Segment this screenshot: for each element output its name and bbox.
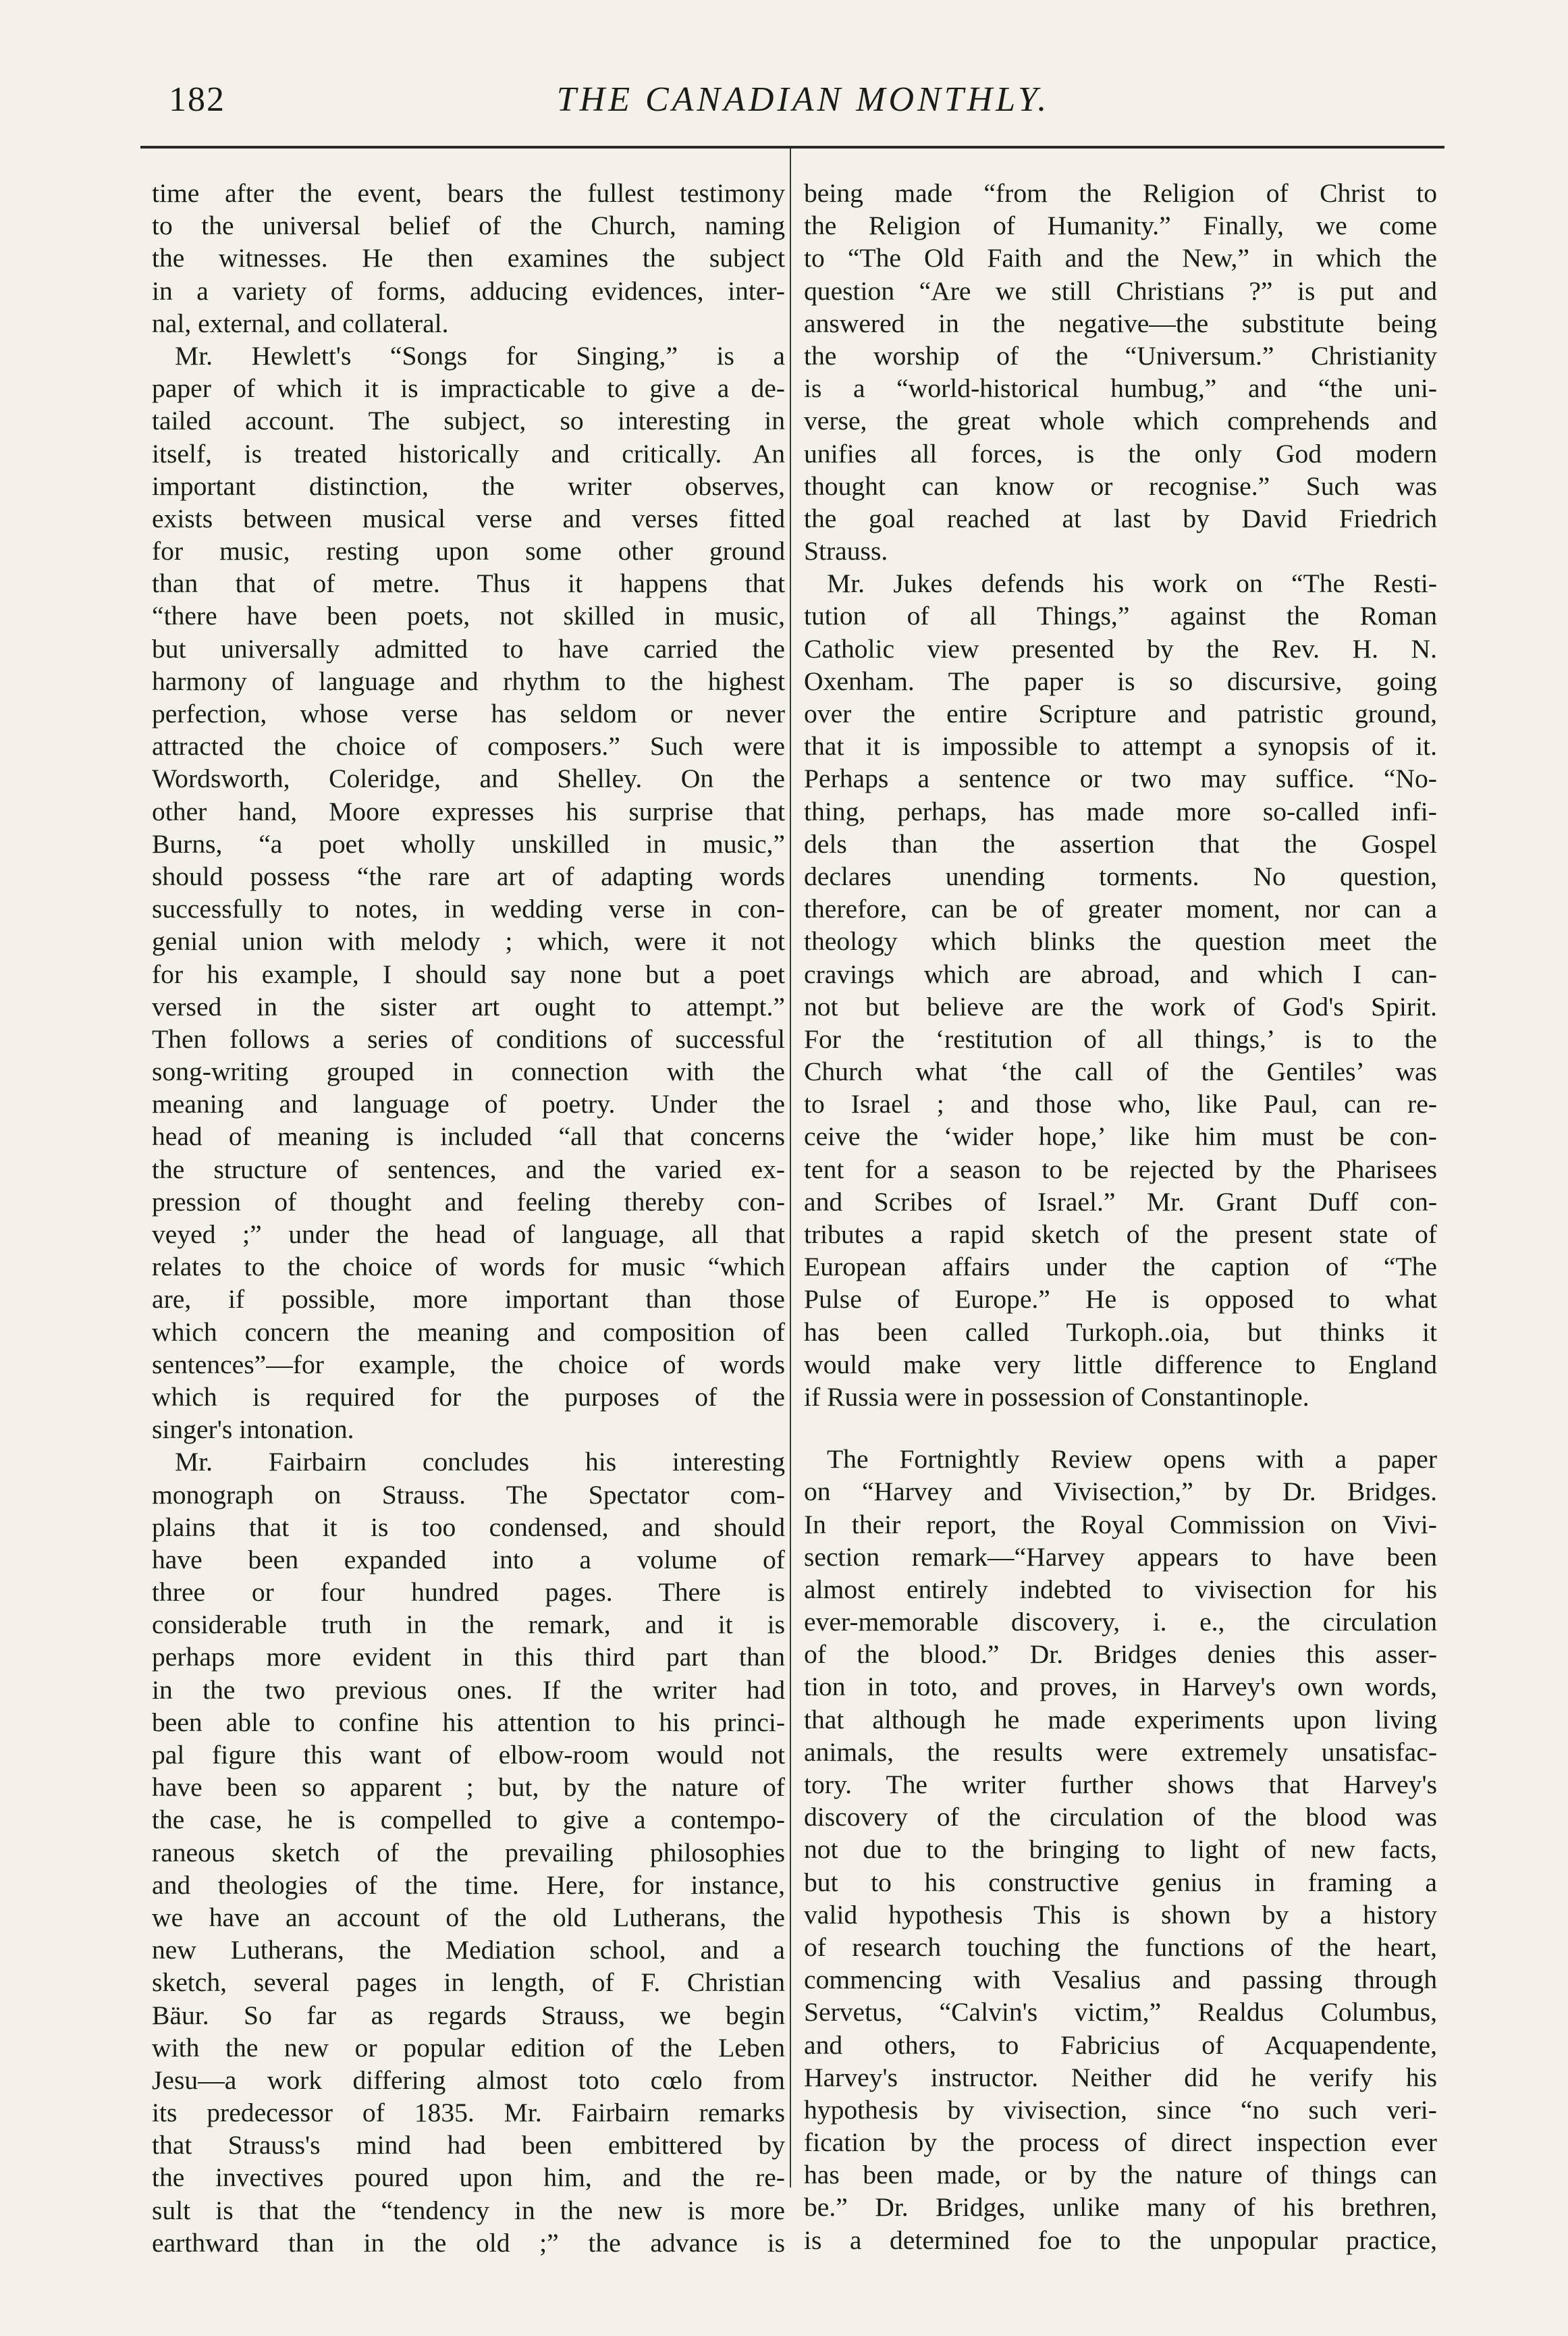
text-line: versed in the sister art ought to attempt.”	[152, 991, 785, 1021]
text-line: tributes a rapid sketch of the present state of	[804, 1219, 1437, 1249]
text-line: on “Harvey and Vivisection,” by Dr. Bridges.	[804, 1477, 1437, 1507]
column-divider	[790, 149, 791, 2187]
text-line: important distinction, the writer observes,	[152, 471, 785, 501]
text-line: the goal reached at last by David Friedrich	[804, 503, 1437, 533]
text-line: in the two previous ones. If the writer had	[152, 1674, 785, 1705]
text-line: sult is that the “tendency in the new is more	[152, 2195, 785, 2225]
text-line: attracted the choice of composers.” Such were	[152, 731, 785, 762]
text-line: the Religion of Humanity.” Finally, we come	[804, 211, 1437, 241]
text-line: be.” Dr. Bridges, unlike many of his brethren,	[804, 2192, 1437, 2223]
text-line: ever-memorable discovery, i. e., the circulation	[804, 1607, 1437, 1637]
text-line: Catholic view presented by the Rev. H. N.	[804, 633, 1437, 664]
text-line: Burns, “a poet wholly unskilled in music,”	[152, 828, 785, 859]
text-line	[804, 1413, 1437, 1443]
text-line: veyed ;” under the head of language, all that	[152, 1219, 785, 1249]
text-line: Church what ‘the call of the Gentiles’ was	[804, 1057, 1437, 1087]
text-line: new Lutherans, the Mediation school, and a	[152, 1935, 785, 1965]
text-line: tion in toto, and proves, in Harvey's own words,	[804, 1672, 1437, 1702]
text-line: and theologies of the time. Here, for instance,	[152, 1869, 785, 1900]
text-line: we have an account of the old Lutherans, the	[152, 1902, 785, 1932]
text-line: for music, resting upon some other ground	[152, 536, 785, 566]
text-line: in a variety of forms, adducing evidences, inter-	[152, 275, 785, 306]
text-line: singer's intonation.	[152, 1414, 354, 1445]
text-line: hypothesis by vivisection, since “no such veri-	[804, 2094, 1437, 2125]
text-line: been able to confine his attention to his princi-	[152, 1707, 785, 1737]
text-line: Harvey's instructor. Neither did he verify his	[804, 2062, 1437, 2092]
text-line: Jesu—a work differing almost toto cœlo from	[152, 2065, 785, 2095]
text-line: the worship of the “Universum.” Christianity	[804, 340, 1437, 371]
page-number: 182	[169, 80, 225, 119]
text-line: exists between musical verse and verses fitted	[152, 503, 785, 533]
left-column	[152, 177, 785, 2259]
text-line: pression of thought and feeling thereby con-	[152, 1186, 785, 1217]
text-line: to “The Old Faith and the New,” in which the	[804, 243, 1437, 273]
text-line: genial union with melody ; which, were it not	[152, 926, 785, 957]
text-line: section remark—“Harvey appears to have been	[804, 1541, 1437, 1572]
text-line: meaning and language of poetry. Under the	[152, 1089, 785, 1119]
text-line: question “Are we still Christians ?” is put and	[804, 275, 1437, 306]
text-line: dels than the assertion that the Gospel	[804, 828, 1437, 859]
text-line: In their report, the Royal Commission on Vivi-	[804, 1509, 1437, 1539]
text-line: answered in the negative—the substitute being	[804, 308, 1437, 338]
text-line: Perhaps a sentence or two may suffice. “No-	[804, 764, 1437, 794]
text-line: for his example, I should say none but a poet	[152, 959, 785, 989]
text-line: that Strauss's mind had been embittered by	[152, 2130, 785, 2160]
text-line: and Scribes of Israel.” Mr. Grant Duff con-	[804, 1186, 1437, 1217]
text-line: tent for a season to be rejected by the Pharisees	[804, 1154, 1437, 1184]
text-line: have been so apparent ; but, by the nature of	[152, 1772, 785, 1803]
running-title: THE CANADIAN MONTHLY.	[556, 80, 1050, 119]
text-line: three or four hundred pages. There is	[152, 1577, 785, 1608]
text-line: that it is impossible to attempt a synopsis of it.	[804, 731, 1437, 762]
text-line: “there have been poets, not skilled in music,	[152, 601, 785, 631]
text-line: of the blood.” Dr. Bridges denies this asser-	[804, 1639, 1437, 1670]
text-line: monograph on Strauss. The Spectator com-	[152, 1479, 785, 1510]
text-line: itself, is treated historically and critically. An	[152, 438, 785, 469]
text-line: should possess “the rare art of adapting words	[152, 861, 785, 891]
text-line: nal, external, and collateral.	[152, 308, 449, 338]
text-line: Then follows a series of conditions of successful	[152, 1024, 785, 1054]
right-column	[804, 177, 1437, 2256]
text-line: The Fortnightly Review opens with a paper	[827, 1444, 1437, 1475]
text-line: to Israel ; and those who, like Paul, can re-	[804, 1089, 1437, 1119]
text-line: tory. The writer further shows that Harvey's	[804, 1770, 1437, 1799]
text-line: paper of which it is impracticable to give a de-	[152, 373, 785, 404]
text-line: harmony of language and rhythm to the highest	[152, 666, 785, 696]
text-line: sentences”—for example, the choice of words	[152, 1349, 785, 1379]
text-line: the case, he is compelled to give a contempo-	[152, 1805, 785, 1835]
text-line: ceive the ‘wider hope,’ like him must be con-	[804, 1121, 1437, 1152]
text-line: the invectives poured upon him, and the re-	[152, 2162, 785, 2193]
header-rule	[140, 146, 1444, 149]
text-line: time after the event, bears the fullest testimony	[152, 178, 785, 208]
text-line: tution of all Things,” against the Roman	[804, 601, 1437, 631]
text-line: valid hypothesis This is shown by a history	[804, 1899, 1437, 1930]
text-line: head of meaning is included “all that concerns	[152, 1121, 785, 1152]
text-line: Mr. Fairbairn concludes his interesting	[175, 1447, 785, 1477]
text-line: is a “world-historical humbug,” and “the uni-	[804, 373, 1437, 404]
text-line: animals, the results were extremely unsatisfac-	[804, 1736, 1437, 1767]
text-line: its predecessor of 1835. Mr. Fairbairn remarks	[152, 2098, 785, 2128]
text-line: but universally admitted to have carried the	[152, 633, 785, 664]
text-line: have been expanded into a volume of	[152, 1544, 785, 1574]
text-line: unifies all forces, is the only God modern	[804, 438, 1437, 469]
text-line: earthward than in the old ;” the advance is	[152, 2227, 785, 2258]
text-line: over the entire Scripture and patristic ground,	[804, 699, 1437, 728]
text-line: Strauss.	[804, 536, 888, 566]
text-line: has been made, or by the nature of things can	[804, 2160, 1437, 2190]
text-line: declares unending torments. No question,	[804, 861, 1437, 891]
text-line: being made “from the Religion of Christ to	[804, 178, 1437, 208]
text-line: the witnesses. He then examines the subject	[152, 243, 785, 273]
text-line: sketch, several pages in length, of F. Christian	[152, 1967, 785, 1998]
text-line: verse, the great whole which comprehends and	[804, 406, 1437, 436]
text-line: with the new or popular edition of the Leben	[152, 2032, 785, 2063]
page-header	[169, 80, 1438, 127]
text-line: which concern the meaning and composition of	[152, 1317, 785, 1347]
text-line: pal figure this want of elbow-room would not	[152, 1740, 785, 1770]
text-line: European affairs under the caption of “The	[804, 1252, 1437, 1282]
text-line: Servetus, “Calvin's victim,” Realdus Columbus,	[804, 1997, 1437, 2027]
text-line: not but believe are the work of God's Spirit.	[804, 991, 1437, 1021]
text-line: raneous sketch of the prevailing philosophies	[152, 1837, 785, 1867]
text-line: than that of metre. Thus it happens that	[152, 568, 785, 599]
text-line: not due to the bringing to light of new facts,	[804, 1834, 1437, 1865]
text-line: plains that it is too condensed, and should	[152, 1512, 785, 1542]
text-line: almost entirely indebted to vivisection for his	[804, 1574, 1437, 1604]
text-line: thought can know or recognise.” Such was	[804, 471, 1437, 501]
text-line: tailed account. The subject, so interesting in	[152, 406, 785, 436]
text-line: theology which blinks the question meet the	[804, 926, 1437, 957]
text-line: and others, to Fabricius of Acquapendente,	[804, 2029, 1437, 2060]
text-line: relates to the choice of words for music “which	[152, 1252, 785, 1282]
text-line: commencing with Vesalius and passing through	[804, 1965, 1437, 1995]
text-line: cravings which are abroad, and which I can-	[804, 959, 1437, 989]
text-line: to the universal belief of the Church, naming	[152, 211, 785, 241]
text-line: Wordsworth, Coleridge, and Shelley. On the	[152, 764, 785, 794]
text-line: fication by the process of direct inspection ever	[804, 2127, 1437, 2158]
text-line: Pulse of Europe.” He is opposed to what	[804, 1284, 1437, 1315]
text-line: Mr. Hewlett's “Songs for Singing,” is a	[175, 340, 785, 371]
text-line: Mr. Jukes defends his work on “The Resti-	[827, 568, 1437, 599]
text-line: Oxenham. The paper is so discursive, going	[804, 666, 1437, 696]
text-line: Bäur. So far as regards Strauss, we begin	[152, 2000, 785, 2030]
text-line: perhaps more evident in this third part than	[152, 1642, 785, 1672]
text-line: would make very little difference to England	[804, 1349, 1437, 1379]
text-line: are, if possible, more important than those	[152, 1284, 785, 1315]
text-line: has been called Turkoph..oia, but thinks it	[804, 1317, 1437, 1347]
text-line: that although he made experiments upon living	[804, 1704, 1437, 1734]
text-line: which is required for the purposes of the	[152, 1381, 785, 1412]
text-line: but to his constructive genius in framing a	[804, 1867, 1437, 1897]
text-line: discovery of the circulation of the blood was	[804, 1802, 1437, 1832]
text-line: For the ‘restitution of all things,’ is to the	[804, 1024, 1437, 1054]
text-line: the structure of sentences, and the varied ex-	[152, 1154, 785, 1184]
text-line: perfection, whose verse has seldom or never	[152, 699, 785, 728]
text-line: song-writing grouped in connection with the	[152, 1057, 785, 1087]
text-line: considerable truth in the remark, and it is	[152, 1610, 785, 1640]
text-line: successfully to notes, in wedding verse in con-	[152, 894, 785, 924]
text-line: is a determined foe to the unpopular practice,	[804, 2225, 1437, 2255]
text-line: other hand, Moore expresses his surprise that	[152, 796, 785, 826]
text-line: if Russia were in possession of Constantinople.	[804, 1381, 1309, 1412]
text-line: of research touching the functions of the heart,	[804, 1932, 1437, 1962]
text-line: thing, perhaps, has made more so-called infi-	[804, 796, 1437, 826]
text-line: therefore, can be of greater moment, nor can a	[804, 894, 1437, 924]
